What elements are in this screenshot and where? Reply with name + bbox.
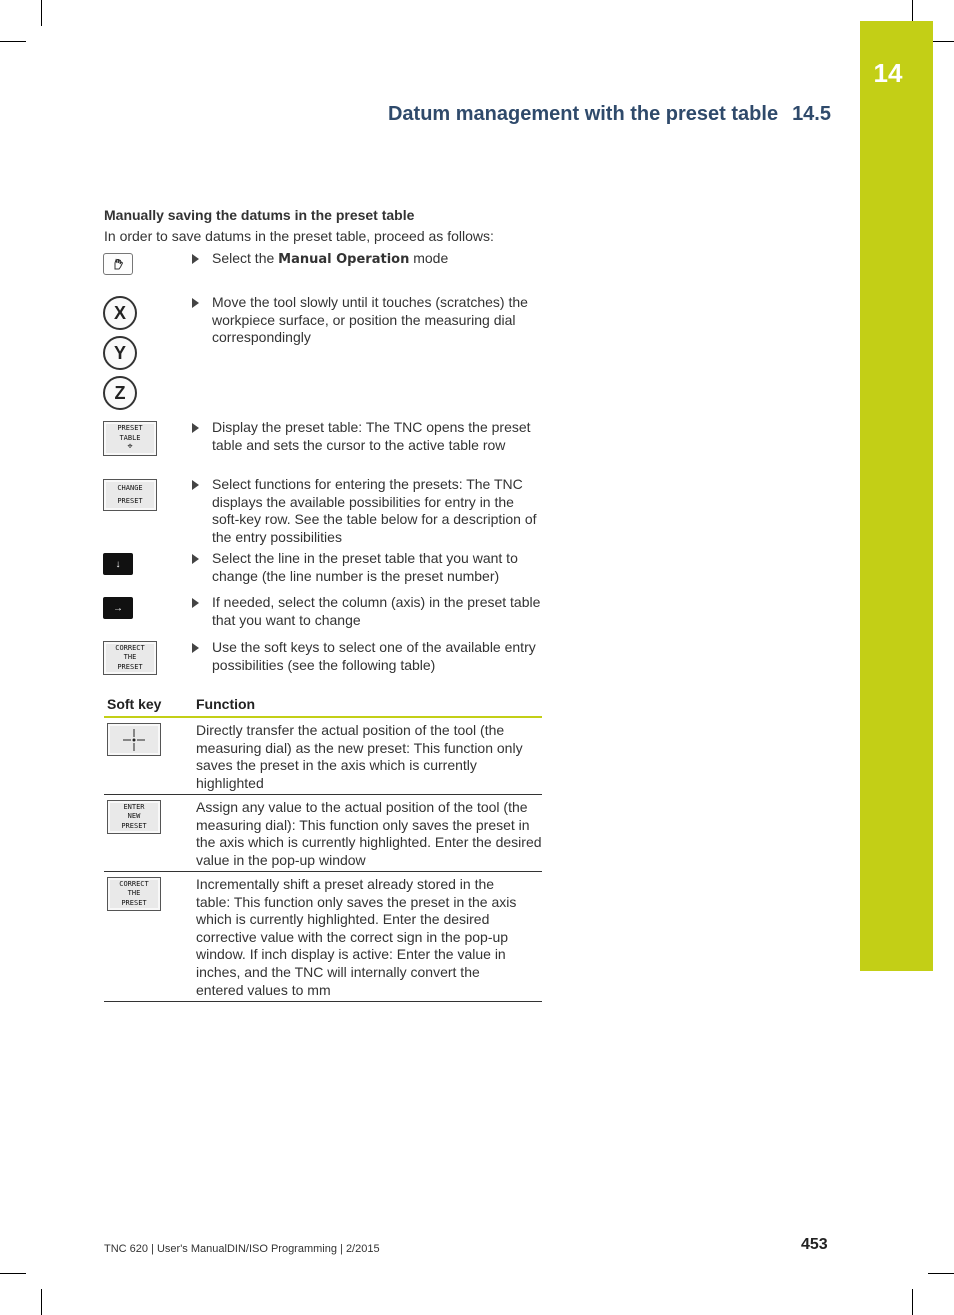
- arrow-right-key[interactable]: →: [103, 597, 133, 619]
- step-text: Display the preset table: The TNC opens the preset table and sets the cursor to the active table row: [212, 419, 531, 453]
- step-bullet-icon: [192, 254, 199, 264]
- transfer-actual-position-softkey[interactable]: [107, 723, 161, 756]
- arrow-down-key[interactable]: ↓: [103, 553, 133, 575]
- step-bullet-icon: [192, 554, 199, 564]
- running-head-section: 14.5: [792, 103, 831, 125]
- step-bullet-icon: [192, 598, 199, 608]
- intro-text: In order to save datums in the preset table, proceed as follows:: [104, 228, 494, 244]
- datum-icon: ⌖: [127, 442, 133, 453]
- section-heading: Manually saving the datums in the preset table: [104, 207, 415, 223]
- function-description: Directly transfer the actual position of the tool (the measuring dial) as the new preset: This function only saves the preset in the axis which is currently highlighted: [196, 722, 523, 791]
- change-preset-softkey[interactable]: CHANGE PRESET: [103, 479, 157, 511]
- step-text: Move the tool slowly until it touches (scratches) the workpiece surface, or position the measuring dial correspondingly: [212, 294, 528, 345]
- running-head-title: Datum management with the preset table: [387, 103, 779, 125]
- crosshair-icon: [121, 727, 147, 753]
- chapter-tab: [860, 21, 933, 971]
- table-row: [104, 872, 542, 1002]
- step-bullet-icon: [192, 298, 199, 308]
- footer-text: TNC 620 | User's ManualDIN/ISO Programming | 2/2015: [104, 1243, 380, 1255]
- step-bullet-icon: [192, 480, 199, 490]
- axis-key-y[interactable]: Y: [103, 336, 137, 370]
- axis-key-x[interactable]: X: [103, 296, 137, 330]
- correct-the-preset-softkey[interactable]: CORRECT THE PRESET: [103, 641, 157, 675]
- function-description: Incrementally shift a preset already stored in the table: This function only saves the preset in the axis which is currently highlighted. Enter the desired corrective value with the correct sign in the pop-up window. If inch display is active: Enter the value in inches, and the TNC will internally convert the entered values to mm: [196, 876, 517, 998]
- function-description: Assign any value to the actual position of the tool (the measuring dial): This function only saves the preset in the axis which is currently highlighted. Enter the desired value in the pop-up window: [196, 799, 542, 868]
- step-text: Select functions for entering the presets: The TNC displays the available possibilities for entry in the soft-key row. See the table below for a description of the entry possibilities: [212, 476, 537, 545]
- crop-mark: [41, 1289, 42, 1315]
- crop-mark: [912, 1289, 913, 1315]
- column-header-soft-key: Soft key: [107, 696, 162, 712]
- step-text: If needed, select the column (axis) in the preset table that you want to change: [212, 594, 541, 628]
- column-header-function: Function: [196, 696, 256, 712]
- chapter-number: 14: [873, 58, 903, 88]
- crop-mark: [928, 1273, 954, 1274]
- table-row: [104, 718, 542, 795]
- table-row: [104, 795, 542, 872]
- step-bullet-icon: [192, 423, 199, 433]
- step-text: Use the soft keys to select one of the available entry possibilities (see the following table): [212, 639, 536, 673]
- table-header: [104, 692, 542, 718]
- hand-icon: [111, 257, 125, 271]
- step-select-column: [192, 594, 544, 629]
- mode-name: Manual Operation: [278, 252, 410, 267]
- running-head: [388, 103, 831, 126]
- step-manual-operation: [192, 250, 544, 269]
- step-text: Select the line in the preset table that you want to change (the line number is the preset number): [212, 550, 518, 584]
- step-text: mode: [409, 250, 449, 266]
- enter-new-preset-softkey[interactable]: ENTER NEW PRESET: [107, 800, 161, 834]
- crop-mark: [0, 1273, 26, 1274]
- manual-operation-key[interactable]: [103, 253, 133, 275]
- preset-table-softkey[interactable]: PRESET TABLE ⌖: [103, 421, 157, 456]
- crop-mark: [0, 41, 26, 42]
- correct-the-preset-softkey[interactable]: CORRECT THE PRESET: [107, 877, 161, 911]
- step-display-preset-table: [192, 419, 544, 454]
- crop-mark: [41, 0, 42, 26]
- step-text: Select the: [212, 250, 279, 266]
- step-move-tool: [192, 294, 544, 347]
- step-select-line: [192, 550, 544, 585]
- step-bullet-icon: [192, 643, 199, 653]
- softkey-function-table: [104, 692, 542, 1002]
- step-select-functions: [192, 476, 544, 546]
- page-number: 453: [801, 1236, 828, 1253]
- axis-key-z[interactable]: Z: [103, 376, 137, 410]
- step-use-soft-keys: [192, 639, 544, 674]
